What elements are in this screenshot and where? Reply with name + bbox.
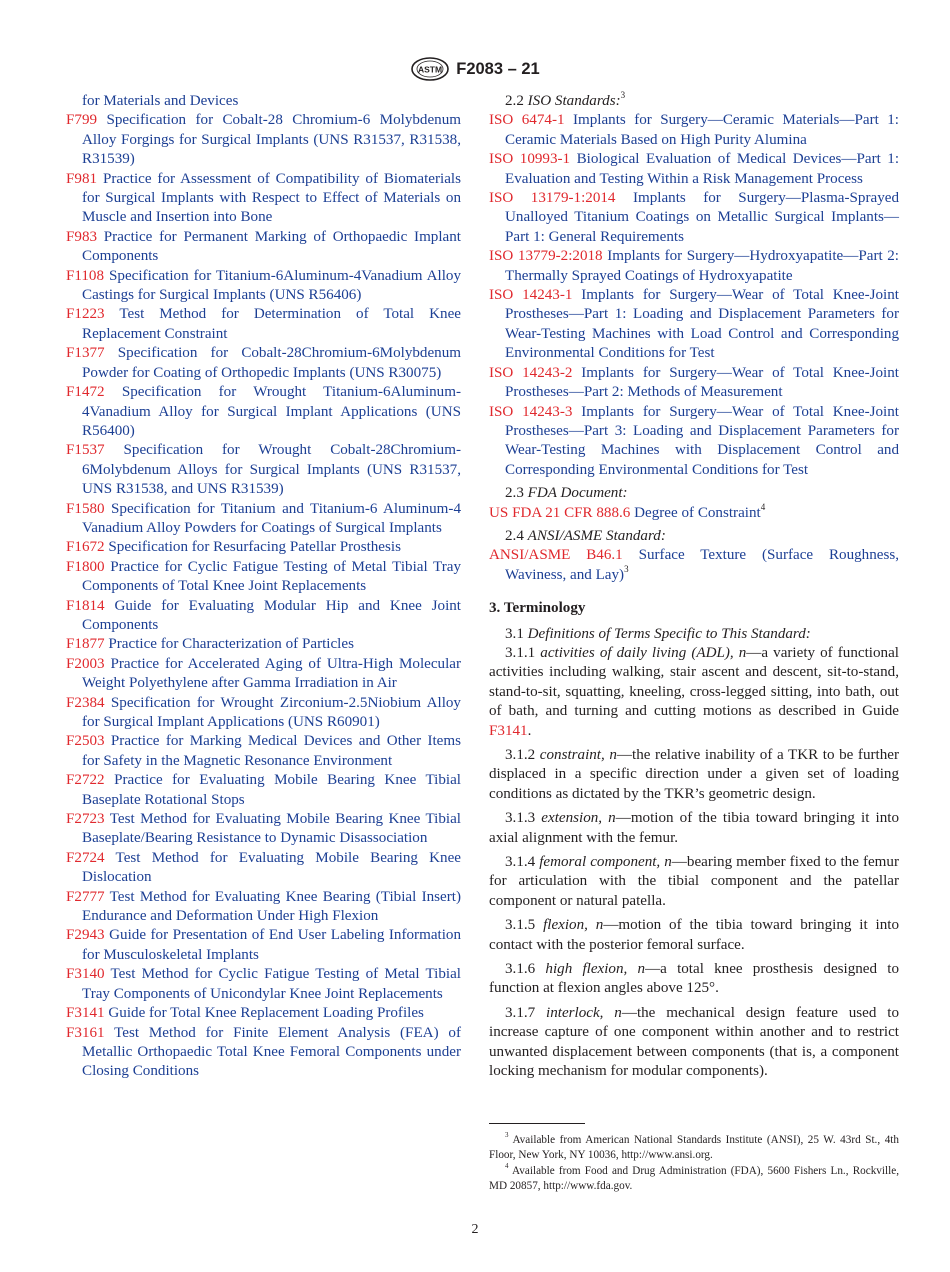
definition-text: —a total knee prosthesis designed to function at flexion angles above 125°. <box>489 961 899 997</box>
reference-item <box>489 111 899 150</box>
reference-code-link[interactable]: ISO 14243-2 <box>489 364 573 381</box>
reference-code-link[interactable]: F3161 <box>66 1024 105 1041</box>
definition-paragraph <box>489 960 899 999</box>
reference-code-link[interactable]: ISO 14243-1 <box>489 287 573 304</box>
reference-code-link[interactable]: F2503 <box>66 733 105 750</box>
reference-item <box>66 383 461 441</box>
reference-title-link[interactable]: for Materials and Devices <box>82 93 239 109</box>
reference-item <box>66 92 461 111</box>
reference-item <box>66 965 461 1004</box>
section-number: 2.2 <box>505 93 524 109</box>
reference-title-link[interactable]: Test Method for Evaluating Mobile Bearing Knee Tibial Baseplate/Bearing Resistance to Dynamic Disassociation <box>82 811 461 847</box>
reference-item <box>66 344 461 383</box>
reference-title-link[interactable]: Implants for Surgery—Hydroxyapatite—Part 2: Thermally Sprayed Coatings of Hydroxyapatite <box>505 248 899 284</box>
reference-code-link[interactable]: ISO 14243-3 <box>489 403 573 420</box>
reference-code-link[interactable]: F1800 <box>66 558 105 575</box>
ansi-standard-heading <box>489 527 899 546</box>
reference-title-link[interactable]: Guide for Evaluating Modular Hip and Knee Joint Components <box>82 597 461 633</box>
reference-title-link[interactable]: Specification for Cobalt-28 Chromium-6 Molybdenum Alloy Forgings for Surgical Implants (UNS R31537, R31538, R31539) <box>82 112 461 168</box>
reference-item <box>66 558 461 597</box>
reference-title-link[interactable]: Test Method for Finite Element Analysis (FEA) of Metallic Orthopaedic Total Knee Femoral Components under Closing Conditions <box>82 1024 461 1080</box>
reference-title-link[interactable]: Specification for Titanium and Titanium-6 Aluminum-4 Vanadium Alloy Powders for Coatings of Surgical Implants <box>82 500 461 536</box>
reference-item <box>66 111 461 169</box>
reference-code-link[interactable]: F2724 <box>66 849 105 866</box>
reference-title-link[interactable]: Degree of Constraint <box>634 504 761 521</box>
reference-code-link[interactable]: F2777 <box>66 888 105 905</box>
reference-code-link[interactable]: F1223 <box>66 306 105 323</box>
definition-text: —the relative inability of a TKR to be further displaced in a specific direction under a given set of loading conditions as dictated by the TKR’s geometric design. <box>489 747 899 802</box>
definition-term: activities of daily living (ADL), n <box>540 644 747 661</box>
definition-term: extension, n <box>541 810 616 827</box>
reference-code-link[interactable]: F2003 <box>66 655 105 672</box>
footnote-number: 4 <box>505 1162 509 1171</box>
reference-title-link[interactable]: Specification for Wrought Cobalt-28Chromium-6Molybdenum Alloys for Surgical Implants (UNS R31537, UNS R31538, and UNS R31539) <box>82 442 461 498</box>
reference-title-link[interactable]: Practice for Assessment of Compatibility of Biomaterials for Surgical Implants with Respect to Effect of Materials on Muscle and Insertion into Bone <box>82 170 461 226</box>
reference-item <box>66 888 461 927</box>
section-title: ANSI/ASME Standard: <box>527 527 666 544</box>
reference-title-link[interactable]: Guide for Presentation of End User Labeling Information for Musculoskeletal Implants <box>82 927 462 963</box>
reference-code-link[interactable]: F799 <box>66 112 98 129</box>
definition-paragraph <box>489 809 899 848</box>
section-title: ISO Standards: <box>527 93 621 109</box>
reference-code-link[interactable]: ISO 10993-1 <box>489 151 571 168</box>
reference-code-link[interactable]: F1672 <box>66 539 105 556</box>
reference-code-link[interactable]: F2384 <box>66 694 105 711</box>
iso-standards-heading <box>489 89 899 111</box>
footnote-number: 3 <box>505 1131 509 1140</box>
reference-title-link[interactable]: Biological Evaluation of Medical Devices—Part 1: Evaluation and Testing Within a Risk Management Process <box>505 151 900 187</box>
reference-item <box>66 771 461 810</box>
reference-item <box>66 228 461 267</box>
reference-code-link[interactable]: ISO 13779-2:2018 <box>489 248 603 265</box>
reference-title-link[interactable]: Test Method for Determination of Total Knee Replacement Constraint <box>82 306 461 342</box>
reference-title-link[interactable]: Specification for Wrought Titanium-6Aluminum-4Vanadium Alloy for Surgical Implant Applications (UNS R56400) <box>82 384 461 439</box>
reference-code-link[interactable]: F2943 <box>66 927 105 944</box>
reference-item <box>489 364 899 403</box>
reference-item <box>66 732 461 771</box>
reference-item <box>66 655 461 694</box>
definition-number: 3.1.7 <box>505 1004 536 1021</box>
reference-item <box>66 170 461 228</box>
terminology-heading: 3. Terminology <box>489 600 586 617</box>
reference-item <box>66 926 461 965</box>
reference-item <box>66 810 461 849</box>
definition-term: interlock, n <box>546 1004 622 1021</box>
definition-number: 3.1.6 <box>505 961 536 978</box>
reference-item <box>489 501 899 523</box>
reference-code-link[interactable]: F1108 <box>66 267 105 284</box>
reference-title-link[interactable]: Practice for Evaluating Mobile Bearing Knee Tibial Baseplate Rotational Stops <box>82 772 461 808</box>
reference-title-link[interactable]: Test Method for Evaluating Knee Bearing (Tibial Insert) Endurance and Deformation Under High Flexion <box>82 888 461 925</box>
reference-item <box>66 305 461 344</box>
section-number: 2.3 <box>505 485 524 502</box>
astm-logo-icon <box>410 57 450 81</box>
reference-item <box>66 694 461 733</box>
definition-number: 3.1.3 <box>505 810 536 827</box>
reference-title-link[interactable]: Guide for Total Knee Replacement Loading Profiles <box>108 1005 424 1022</box>
reference-code-link[interactable]: F1472 <box>66 384 105 401</box>
definition-number: 3.1.4 <box>505 854 536 871</box>
definition-text: —motion of the tibia toward bringing it into contact with the posterior femoral surface. <box>489 917 900 953</box>
reference-code-link[interactable]: F2723 <box>66 811 105 828</box>
reference-title-link[interactable]: Practice for Characterization of Particles <box>108 636 354 653</box>
reference-item <box>489 403 899 481</box>
reference-title-link[interactable]: Specification for Wrought Zirconium-2.5Niobium Alloy for Surgical Implant Applications (UNS R60901) <box>82 694 461 730</box>
definition-text-end: . <box>527 722 532 739</box>
footnote-marker: 4 <box>760 501 766 512</box>
page-number: 2 <box>471 1222 479 1237</box>
reference-code-link[interactable]: F1377 <box>66 345 105 362</box>
definition-paragraph <box>489 746 899 804</box>
reference-title-link[interactable]: Test Method for Cyclic Fatigue Testing of Metal Tibial Tray Components of Unicondylar Knee Joint Replacements <box>82 966 461 1002</box>
definition-term: femoral component, n <box>539 854 672 871</box>
footnote-marker: 3 <box>620 89 626 100</box>
reference-title-link[interactable]: Practice for Accelerated Aging of Ultra-High Molecular Weight Polyethylene after Gamma Irradiation in Air <box>82 655 462 692</box>
reference-code-link[interactable]: ISO 13179-1:2014 <box>489 190 616 207</box>
definition-text: —the mechanical design feature used to increase capture of one component within another and to restrict unwanted displacement between components (that is, a component locking mechanism for modular components). <box>489 1004 899 1080</box>
reference-title-link[interactable]: Implants for Surgery—Ceramic Materials—Part 1: Ceramic Materials Based on High Purity Alumina <box>505 112 899 148</box>
footnote-marker: 3 <box>624 563 629 574</box>
section-title: Definitions of Terms Specific to This Standard: <box>527 625 811 642</box>
definition-text: —a variety of functional activities including walking, stair ascent and descent, sit-to-stand, stand-to-sit, squatting, kneeling, cross-legged sitting, into bath, out of bath, and turning and cutting motions as described in Guide <box>489 644 899 720</box>
reference-code-link[interactable]: F3141 <box>66 1005 105 1022</box>
reference-item <box>66 267 461 306</box>
reference-code-link[interactable]: ANSI/ASME B46.1 <box>489 547 623 564</box>
definition-number: 3.1.2 <box>505 747 536 763</box>
definition-paragraph <box>489 853 899 911</box>
reference-title-link[interactable]: Specification for Cobalt-28Chromium-6Molybdenum Powder for Coating of Orthopedic Implants (UNS R30075) <box>82 345 462 381</box>
definition-paragraph <box>489 1004 899 1082</box>
reference-title-link[interactable]: Implants for Surgery—Wear of Total Knee-Joint Prostheses—Part 1: Loading and Displacement Parameters for Wear-Testing Machines with Load Control and Corresponding Environmental Conditions for Test <box>505 287 899 362</box>
astm-logo-text: ASTM <box>418 64 443 75</box>
reference-code-link[interactable]: US FDA 21 CFR 888.6 <box>489 504 631 521</box>
reference-item <box>66 538 461 557</box>
reference-item <box>66 635 461 654</box>
definition-number: 3.1.1 <box>505 644 536 661</box>
reference-title-link[interactable]: Surface Texture (Surface Roughness, Waviness, and Lay) <box>505 547 899 583</box>
reference-title-link[interactable]: Practice for Cyclic Fatigue Testing of Metal Tibial Tray Components of Total Knee Joint Replacements <box>82 558 461 595</box>
reference-title-link[interactable]: Specification for Titanium-6Aluminum-4Vanadium Alloy Castings for Surgical Implants (UNS R56406) <box>82 267 461 304</box>
definition-paragraph <box>489 644 899 741</box>
reference-title-link[interactable]: Practice for Marking Medical Devices and Other Items for Safety in the Magnetic Resonance Environment <box>82 733 461 769</box>
reference-item <box>489 247 899 286</box>
definition-text: —motion of the tibia toward bringing it into axial alignment with the femur. <box>489 810 900 846</box>
reference-title-link[interactable]: Specification for Resurfacing Patellar Prosthesis <box>108 539 401 556</box>
reference-item <box>489 546 899 585</box>
reference-code-link[interactable]: ISO 6474-1 <box>489 112 565 129</box>
reference-code-link[interactable]: F2722 <box>66 772 105 789</box>
reference-item <box>489 150 899 189</box>
definition-term: flexion, n <box>543 917 604 934</box>
document-designation: F2083 – 21 <box>456 59 540 78</box>
page-header <box>0 56 950 82</box>
reference-code-link[interactable]: F1580 <box>66 500 105 517</box>
definition-term: constraint, n <box>539 747 617 763</box>
reference-code-link[interactable]: F1814 <box>66 597 105 614</box>
reference-item <box>66 597 461 636</box>
left-column <box>66 92 461 1082</box>
reference-item <box>66 500 461 539</box>
reference-item <box>66 1004 461 1023</box>
reference-code-link[interactable]: F1537 <box>66 442 105 459</box>
reference-item <box>489 286 899 364</box>
definition-number: 3.1.5 <box>505 917 536 934</box>
section-title: FDA Document: <box>527 485 628 502</box>
reference-code-link[interactable]: F983 <box>66 228 98 245</box>
definitions-subheading <box>489 625 899 644</box>
fda-document-heading <box>489 484 899 503</box>
reference-item <box>66 849 461 888</box>
definition-text: —bearing member fixed to the femur for articulation with the tibial component and the patellar component or natural patella. <box>489 854 899 909</box>
section-number: 3.1 <box>505 625 524 642</box>
footnotes <box>489 1133 899 1195</box>
reference-item <box>489 189 899 247</box>
reference-title-link[interactable]: Practice for Permanent Marking of Orthopaedic Implant Components <box>82 228 461 265</box>
reference-title-link[interactable]: Implants for Surgery—Wear of Total Knee-Joint Prostheses—Part 3: Loading and Displacement Parameters for Wear-Testing Machines with Displacement Control and Corresponding Environmental Conditions for Test <box>505 403 899 478</box>
footnote-text: Available from Food and Drug Administration (FDA), 5600 Fishers Ln., Rockville, MD 20857, http://www.fda.gov. <box>489 1164 899 1193</box>
reference-code-link[interactable]: F1877 <box>66 636 105 653</box>
definition-reference-link[interactable]: F3141 <box>489 722 528 739</box>
reference-code-link[interactable]: F981 <box>66 170 98 187</box>
footnote-divider <box>489 1123 585 1124</box>
reference-code-link[interactable]: F3140 <box>66 966 105 983</box>
section-number: 2.4 <box>505 527 524 544</box>
reference-item <box>66 1024 461 1082</box>
reference-title-link[interactable]: Implants for Surgery—Wear of Total Knee-Joint Prostheses—Part 2: Methods of Measurement <box>505 364 899 401</box>
definition-term: high flexion, n <box>545 961 646 978</box>
reference-title-link[interactable]: Implants for Surgery—Plasma-Sprayed Unalloyed Titanium Coatings on Metallic Surgical Implants—Part 1: General Requirements <box>505 190 899 245</box>
reference-title-link[interactable]: Test Method for Evaluating Mobile Bearing Knee Dislocation <box>82 849 461 886</box>
reference-item <box>66 441 461 499</box>
footnote-text: Available from American National Standards Institute (ANSI), 25 W. 43rd St., 4th Floor, New York, NY 10036, http://www.ansi.org. <box>489 1134 899 1162</box>
definition-paragraph <box>489 916 899 955</box>
footnote <box>489 1164 899 1195</box>
right-column <box>489 89 900 1087</box>
footnote <box>489 1133 899 1164</box>
